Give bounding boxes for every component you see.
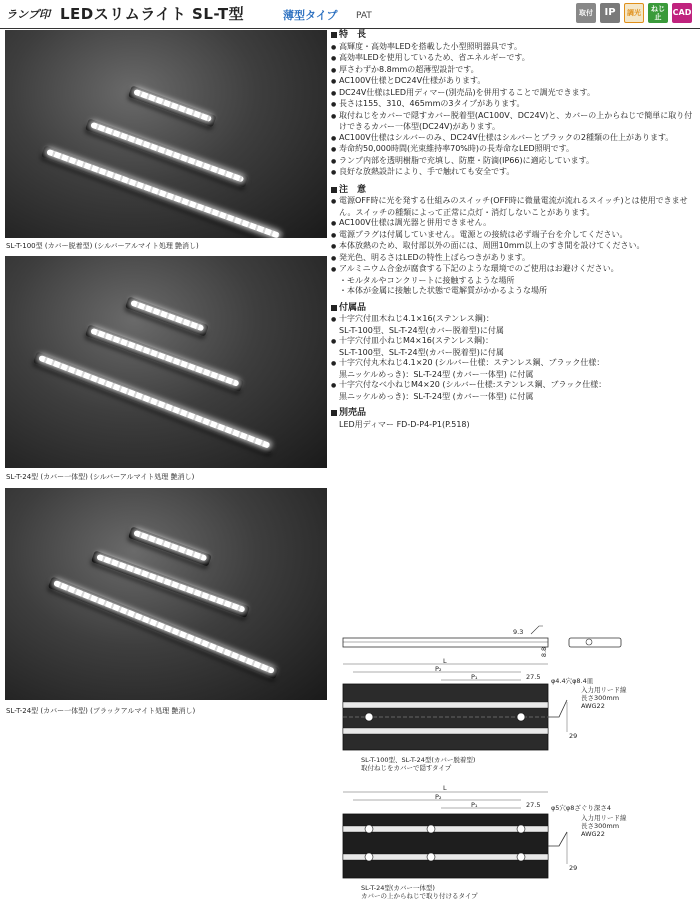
- page-header: [0, 0, 700, 29]
- caution-sub-item: ・モルタルやコンクリートに接触するような場所: [339, 275, 515, 285]
- cautions-heading: 注 意: [331, 185, 695, 196]
- options-heading: 別売品: [331, 408, 695, 419]
- lead-wire: [548, 832, 567, 846]
- list-item: ● 厚さわずか8.8mmの超薄型設計です。: [331, 65, 695, 77]
- dimming-badge-icon: 調光: [624, 3, 644, 23]
- list-item: ● ランプ内部を透明樹脂で充填し、防塵・防滴(IP66)に適応しています。: [331, 156, 695, 168]
- dim-label: 入力用リード線: [581, 814, 627, 822]
- list-item: ● 本体放熱のため、取付部以外の面には、周囲10mm以上のすき間を設けてください。: [331, 241, 695, 253]
- list-item: ● AC100V仕様とDC24V仕様があります。: [331, 76, 695, 88]
- accessories-list: [331, 314, 695, 402]
- end-view-outline: [569, 638, 621, 647]
- cautions-list: [331, 196, 695, 297]
- dim-label: φ5穴φ8ざぐり深さ4: [551, 804, 611, 812]
- list-item: ● 高効率LEDを使用しているため、省エネルギーです。: [331, 53, 695, 65]
- list-item: ● 取付ねじをカバーで隠すカバー脱着型(AC100V、DC24V)と、カバーの上からねじで簡単に取り付けできるカバー一体型(DC24V)があります。: [331, 111, 695, 133]
- mount-badge-icon: 取付: [576, 3, 596, 23]
- mount-hole: [365, 713, 373, 721]
- accessory-note: 黒ニッケルめっき)：SL-T-24型 (カバー一体型) に付属: [339, 369, 534, 379]
- product-photo-1: [5, 30, 327, 238]
- dim-label: L: [443, 657, 447, 665]
- mount-hole: [517, 853, 525, 861]
- dimension-drawing-1: [331, 620, 695, 780]
- dim-label: 長さ300mm: [581, 694, 620, 702]
- led-bar-long: [48, 576, 280, 679]
- drawing-caption: 取付ねじをカバーで隠すタイプ: [361, 764, 452, 772]
- led-bar-short: [128, 85, 217, 127]
- led-bar-short: [125, 296, 209, 336]
- spec-badges: [576, 3, 692, 23]
- list-item: ● 十字穴付丸木ねじ4.1×20 (シルバー仕様：ステンレス鋼、ブラック仕様：: [331, 358, 695, 370]
- dim-label: P₂: [435, 793, 442, 801]
- lead-wire: [548, 700, 567, 717]
- product-photo-2: [5, 256, 327, 468]
- accessory-note: 黒ニッケルめっき)：SL-T-24型 (カバー一体型) に付属: [339, 391, 534, 401]
- plan-view-body: [343, 814, 548, 878]
- list-item: ● 長さは155、310、465mmの3タイプがあります。: [331, 99, 695, 111]
- features-heading: 特 長: [331, 30, 695, 41]
- dim-label: AWG22: [581, 830, 605, 838]
- list-item: ● 良好な放熱設計により、手で触れても安全です。: [331, 167, 695, 179]
- list-item: ● 電源OFF時に光を発する仕組みのスイッチ(OFF時に微量電流が流れるスイッチ)とは使用できません。スイッチの種類によって正常に点灯・消灯しないことがあります。: [331, 196, 695, 218]
- list-item: ● DC24V仕様はLED用ディマー(別売品)を併用することで調光できます。: [331, 88, 695, 100]
- led-bar-short: [128, 526, 212, 566]
- side-view-outline: [343, 638, 548, 647]
- spec-text-column: [331, 30, 695, 436]
- dim-label: 27.5: [526, 673, 541, 681]
- dim-label: L: [443, 784, 447, 792]
- list-item: ● 十字穴付皿木ねじ4.1×16(ステンレス鋼)：: [331, 314, 695, 326]
- dim-label: P₁: [471, 673, 478, 681]
- list-item: ● 発光色、明るさはLEDの特性上ばらつきがあります。: [331, 253, 695, 265]
- drawing-caption: SL-T-100型、SL-T-24型(カバー脱着型): [361, 756, 476, 764]
- dim-label: φ4.4穴φ8.4皿: [551, 677, 594, 685]
- photo-caption-1: SL-T-100型 (カバー脱着型) (シルバーアルマイト処理 艶消し): [6, 242, 199, 250]
- dim-label: AWG22: [581, 702, 605, 710]
- mount-hole: [365, 853, 373, 861]
- list-item: ● 電源プラグは付属していません。電源との接続は必ず端子台を介してください。: [331, 230, 695, 242]
- page-subtitle: 薄型タイプ: [283, 9, 338, 22]
- dim-label: P₁: [471, 801, 478, 809]
- dim-label: 29: [569, 864, 578, 872]
- ip-badge-icon: IP: [600, 3, 620, 23]
- list-item: ● 寿命約50,000時間(光束維持率70%時)の長寿命なLED照明です。: [331, 144, 695, 156]
- photo-caption-3: SL-T-24型 (カバー一体型) (ブラックアルマイト処理 艶消し): [6, 707, 196, 715]
- mount-hole: [517, 713, 525, 721]
- list-item: ● 十字穴付皿小ねじM4×16(ステンレス鋼)：: [331, 336, 695, 348]
- dim-label: P₂: [435, 665, 442, 673]
- accessories-heading: 付属品: [331, 303, 695, 314]
- list-item: ● AC100V仕様は調光器と併用できません。: [331, 218, 695, 230]
- led-bar-long: [33, 351, 275, 454]
- list-item: ● AC100V仕様はシルバーのみ、DC24V仕様はシルバーとブラックの2種類の仕上があります。: [331, 133, 695, 145]
- dimension-drawing-2: [331, 784, 695, 910]
- drawing-caption: SL-T-24型(カバー一体型): [361, 884, 435, 892]
- patent-label: PAT: [356, 11, 372, 21]
- screw-badge-icon: ねじ止: [648, 3, 668, 23]
- list-item: ● 十字穴付なべ小ねじM4×20 (シルバー仕様:ステンレス鋼、ブラック仕様：: [331, 380, 695, 392]
- mount-hole: [365, 825, 373, 833]
- dim-label: 長さ300mm: [581, 822, 620, 830]
- accessory-note: SL-T-100型、SL-T-24型(カバー脱着型)に付属: [339, 347, 504, 357]
- led-bar-long: [41, 145, 285, 238]
- list-item: ● 高輝度・高効率LEDを搭載した小型照明器具です。: [331, 42, 695, 54]
- product-photo-3: [5, 488, 327, 700]
- options-text: LED用ディマー FD-D-P4-P1(P.518): [339, 419, 470, 429]
- caution-sub-item: ・本体が金属に接触した状態で電解質がかかるような場所: [339, 286, 547, 295]
- dim-label: 8.8: [540, 646, 549, 658]
- photo-caption-2: SL-T-24型 (カバー一体型) (シルバーアルマイト処理 艶消し): [6, 473, 195, 481]
- dim-label: 27.5: [526, 801, 541, 809]
- dim-label: 29: [569, 732, 578, 740]
- drawing-caption: カバーの上からねじで取り付けるタイプ: [361, 892, 478, 900]
- list-item: ● アルミニウム合金が腐食する下記のような環境でのご使用はお避けください。: [331, 264, 695, 276]
- mount-hole: [517, 825, 525, 833]
- features-list: [331, 42, 695, 179]
- mount-hole: [427, 853, 435, 861]
- brand-logo: ランプ印: [6, 8, 50, 21]
- cad-badge-icon: CAD: [672, 3, 692, 23]
- dim-label: 入力用リード線: [581, 686, 627, 694]
- dim-label: 9.3: [513, 628, 524, 636]
- accessory-note: SL-T-100型、SL-T-24型(カバー脱着型)に付属: [339, 325, 504, 335]
- mount-hole: [427, 825, 435, 833]
- page-title: LEDスリムライト SL-T型: [60, 5, 245, 23]
